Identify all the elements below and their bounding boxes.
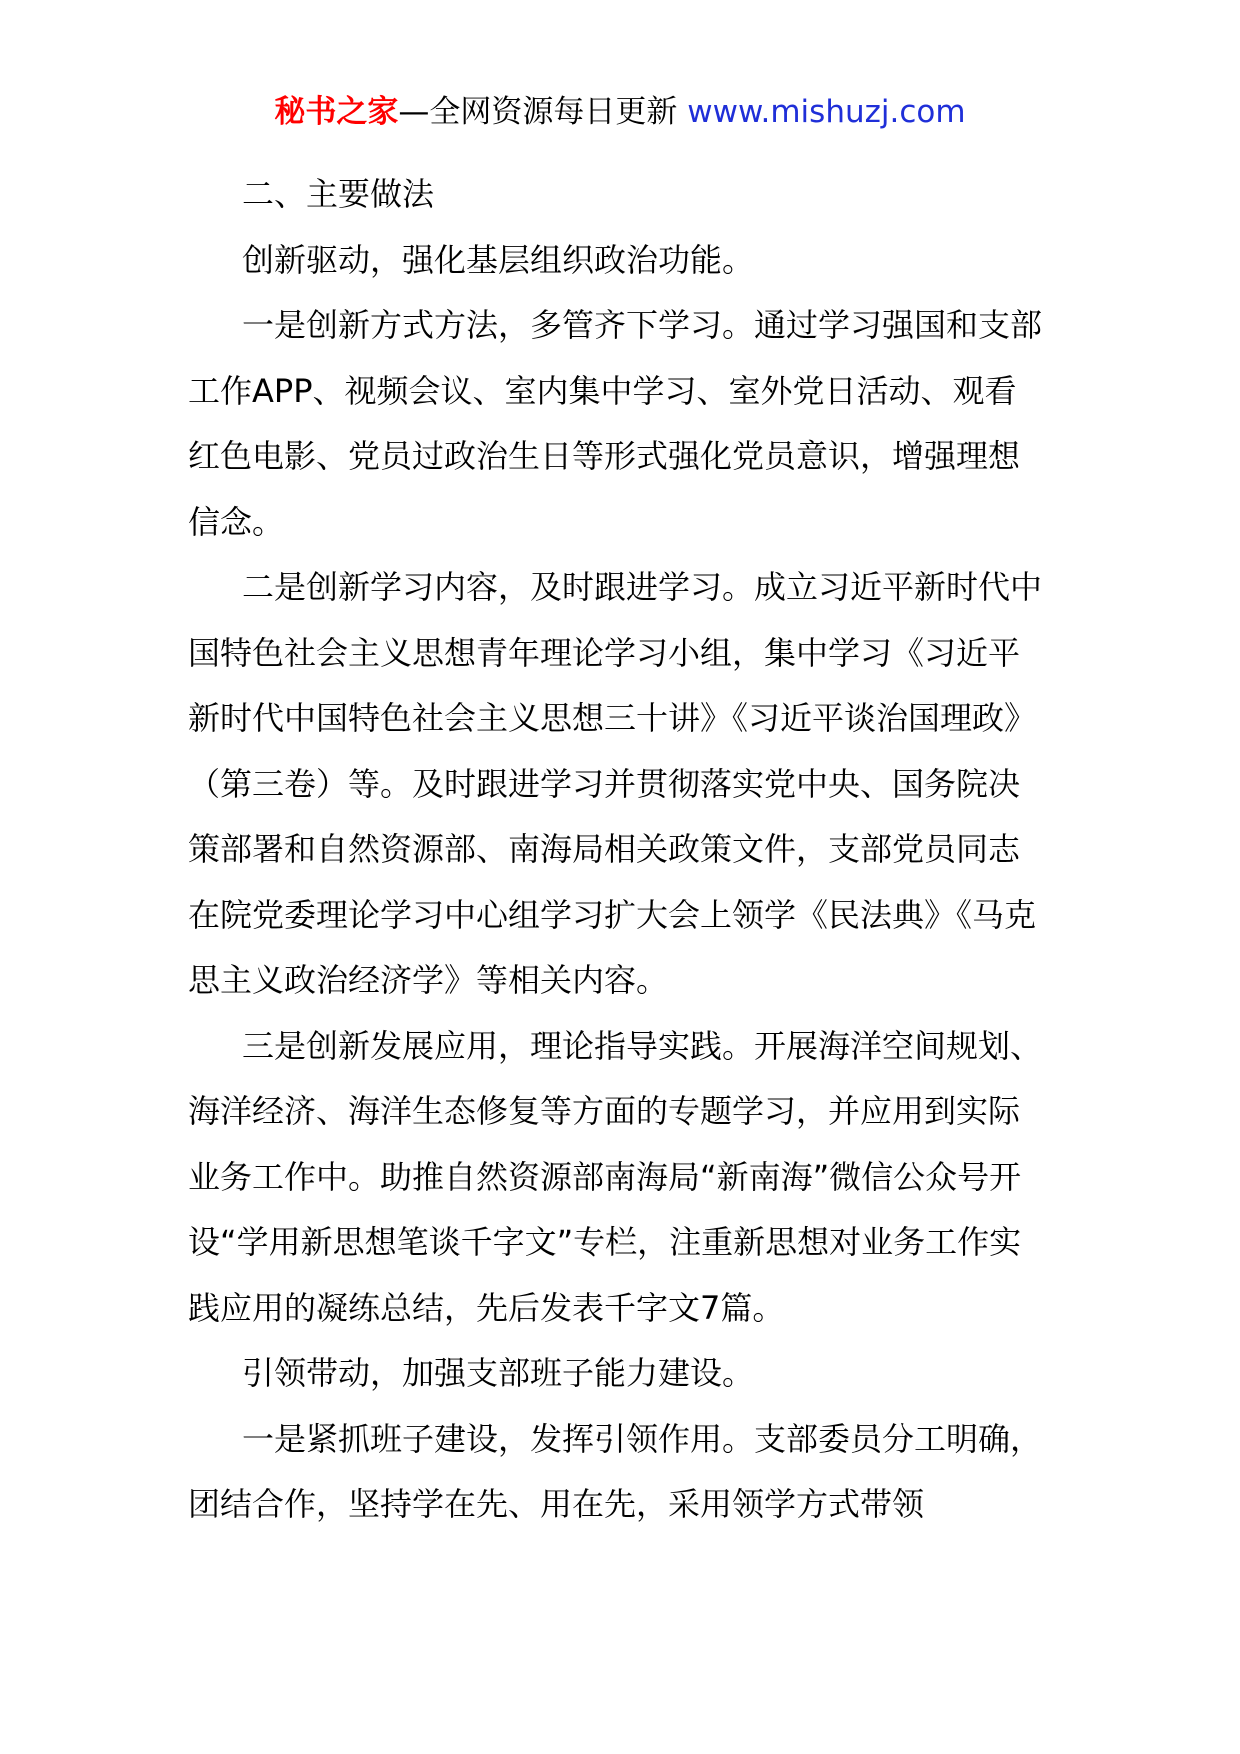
section-heading: 二、主要做法 <box>242 175 435 213</box>
site-banner <box>0 92 1240 132</box>
body-paragraph: 一是紧抓班子建设，发挥引领作用。支部委员分工明确，团结合作，坚持学在先、用在先，采用领学方式带领 <box>188 1419 1043 1523</box>
site-url-link[interactable]: www.mishuzj.com <box>687 94 966 130</box>
document-body <box>188 162 1048 1538</box>
subsection-heading: 创新驱动，强化基层组织政治功能。 <box>242 240 755 279</box>
body-paragraph: 一是创新方式方法，多管齐下学习。通过学习强国和支部工作APP、视频会议、室内集中学习、室外党日活动、观看红色电影、党员过政治生日等形式强化党员意识，增强理想信念。 <box>188 306 1043 541</box>
banner-tagline: —全网资源每日更新 <box>398 94 688 130</box>
body-paragraph: 二是创新学习内容，及时跟进学习。成立习近平新时代中国特色社会主义思想青年理论学习小组，集中学习《习近平新时代中国特色社会主义思想三十讲》《习近平谈治国理政》（第三卷）等。及时跟进学习并贯彻落实党中央、国务院决策部署和自然资源部、南海局相关政策文件，支部党员同志在院党委理论学习中心组学习扩大会上领学《民法典》《马克思主义政治经济学》等相关内容。 <box>188 568 1043 999</box>
subsection-heading: 引领带动，加强支部班子能力建设。 <box>242 1354 755 1392</box>
brand-name: 秘书之家 <box>274 94 399 130</box>
body-paragraph: 三是创新发展应用，理论指导实践。开展海洋空间规划、海洋经济、海洋生态修复等方面的专题学习，并应用到实际业务工作中。助推自然资源部南海局“新南海”微信公众号开设“学用新思想笔谈千字文”专栏，注重新思想对业务工作实践应用的凝练总结，先后发表千字文7篇。 <box>188 1026 1043 1327</box>
